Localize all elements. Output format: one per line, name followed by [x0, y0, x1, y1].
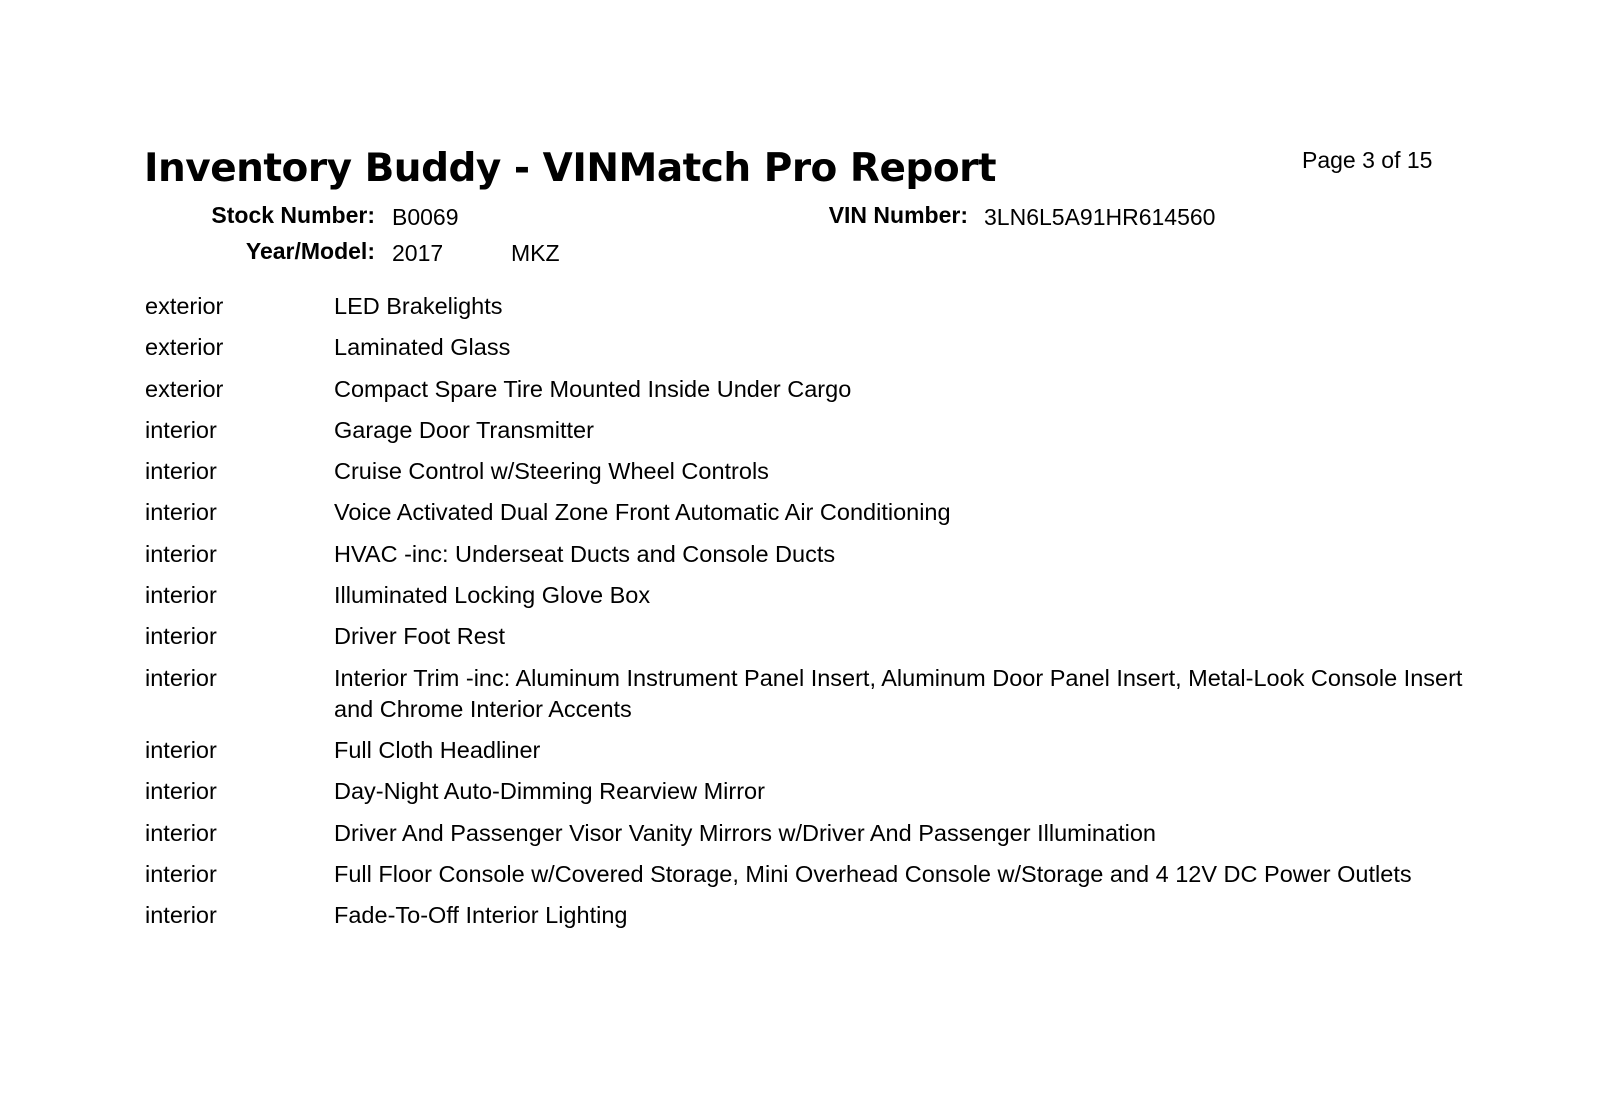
feature-row: [145, 456, 1465, 487]
feature-category: interior: [145, 623, 217, 650]
feature-row: [145, 291, 1465, 322]
feature-description: Voice Activated Dual Zone Front Automatic Air Conditioning: [334, 499, 951, 526]
feature-description: Driver And Passenger Visor Vanity Mirrors w/Driver And Passenger Illumination: [334, 819, 1156, 846]
report-title: Inventory Buddy - VINMatch Pro Report: [144, 146, 996, 191]
feature-row: [145, 621, 1465, 652]
vin-number-label: VIN Number:: [828, 202, 968, 228]
feature-category: exterior: [145, 375, 224, 402]
feature-row: [145, 776, 1465, 807]
stock-number-label: Stock Number:: [211, 202, 375, 228]
feature-category: interior: [145, 860, 217, 887]
feature-description: Full Cloth Headliner: [334, 736, 541, 763]
year-model-label: Year/Model:: [245, 238, 375, 264]
feature-row: [145, 735, 1465, 766]
feature-row: [145, 497, 1465, 528]
feature-description: Day-Night Auto-Dimming Rearview Mirror: [334, 778, 765, 805]
feature-category: interior: [145, 540, 217, 567]
feature-category: exterior: [145, 334, 224, 361]
feature-category: interior: [145, 499, 217, 526]
feature-row: [145, 539, 1465, 570]
feature-description: Cruise Control w/Steering Wheel Controls: [334, 458, 769, 485]
feature-row: [145, 818, 1465, 849]
year-value: 2017: [392, 240, 444, 266]
feature-row: [145, 663, 1465, 725]
feature-category: interior: [145, 582, 217, 609]
feature-row: [145, 332, 1465, 363]
feature-category: interior: [145, 416, 217, 443]
feature-category: interior: [145, 778, 217, 805]
feature-description: HVAC -inc: Underseat Ducts and Console Ducts: [334, 540, 836, 567]
feature-category: interior: [145, 736, 217, 763]
feature-row: [145, 900, 1465, 931]
feature-row: [145, 374, 1465, 405]
feature-description: Fade-To-Off Interior Lighting: [334, 902, 628, 929]
feature-description: LED Brakelights: [334, 293, 503, 319]
feature-description: Compact Spare Tire Mounted Inside Under Cargo: [334, 375, 852, 402]
feature-description: Laminated Glass: [334, 334, 511, 361]
feature-description: Driver Foot Rest: [334, 623, 506, 650]
feature-description: Interior Trim -inc: Aluminum Instrument Panel Insert, Aluminum Door Panel Insert, Metal-Look Console Insert and Chrome Interior Accents: [334, 664, 1463, 722]
feature-description: Full Floor Console w/Covered Storage, Mini Overhead Console w/Storage and 4 12V DC Power Outlets: [334, 860, 1412, 887]
feature-category: interior: [145, 902, 217, 929]
feature-category: interior: [145, 664, 217, 691]
feature-row: [145, 415, 1465, 446]
model-value: MKZ: [511, 240, 560, 266]
feature-description: Illuminated Locking Glove Box: [334, 582, 651, 609]
feature-description: Garage Door Transmitter: [334, 416, 594, 443]
feature-list: [145, 291, 1465, 941]
stock-number-value: B0069: [392, 204, 459, 230]
page-indicator: Page 3 of 15: [1302, 147, 1433, 173]
vin-number-value: 3LN6L5A91HR614560: [984, 204, 1216, 230]
feature-category: interior: [145, 819, 217, 846]
feature-category: exterior: [145, 293, 224, 319]
feature-row: [145, 580, 1465, 611]
feature-row: [145, 859, 1465, 890]
feature-category: interior: [145, 458, 217, 485]
